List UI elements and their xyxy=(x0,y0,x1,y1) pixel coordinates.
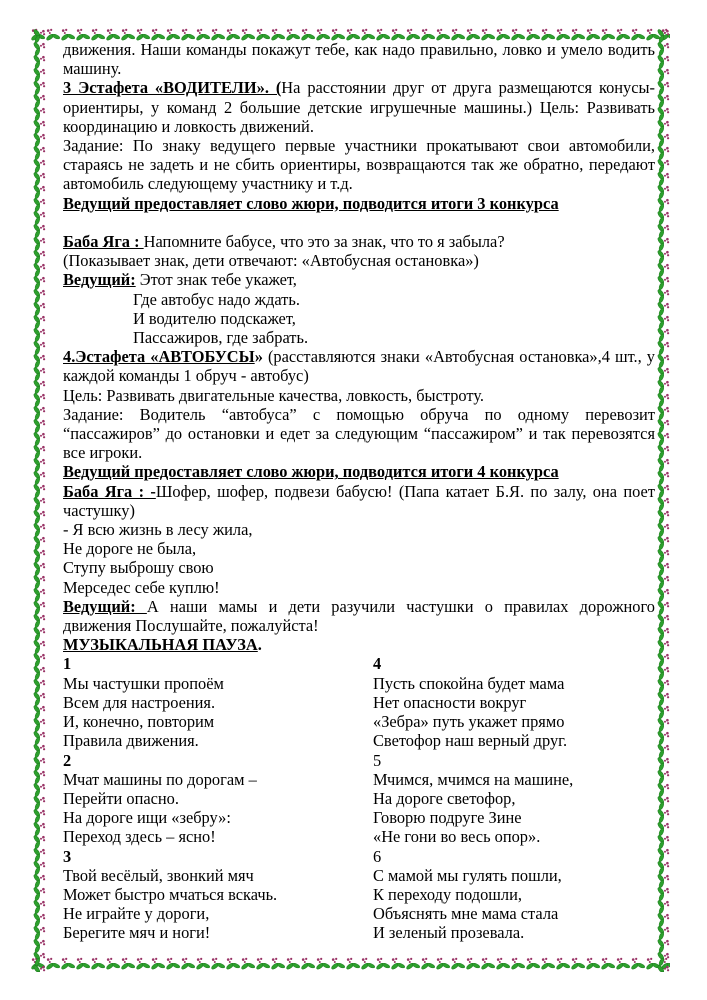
holly-sprig-icon xyxy=(31,366,46,379)
paragraph xyxy=(63,597,655,635)
verse-line: Мчимся, мчимся на машине, xyxy=(373,769,574,789)
holly-sprig-icon xyxy=(655,301,670,314)
holly-sprig-icon xyxy=(655,860,670,873)
holly-sprig-icon xyxy=(655,964,670,972)
verse-column-left xyxy=(63,654,373,942)
holly-sprig-icon xyxy=(555,957,570,971)
body-text: Напомните бабусе, что это за знак, что то я забыла? xyxy=(143,232,505,252)
holly-sprig-icon xyxy=(655,678,670,691)
bold-text: . xyxy=(257,635,262,655)
holly-sprig-icon xyxy=(655,782,670,795)
holly-sprig-icon xyxy=(655,600,670,613)
verse-line: Светофор наш верный друг. xyxy=(373,731,568,751)
holly-sprig-icon xyxy=(655,717,670,730)
holly-sprig-icon xyxy=(31,535,46,548)
body-text: движения. Наши команды покажут тебе, как надо правильно, ловко и умело водить машину. xyxy=(63,40,655,79)
body-text: Шофер, шофер, подвези бабусю! (Папа катает Б.Я. по залу, она поет частушку) xyxy=(63,481,655,520)
heading-line xyxy=(63,462,655,481)
paragraph xyxy=(63,328,655,347)
holly-sprig-icon xyxy=(655,756,670,769)
holly-sprig-icon xyxy=(655,496,670,509)
paragraph xyxy=(63,520,655,539)
holly-sprig-icon xyxy=(60,957,75,971)
holly-sprig-icon xyxy=(105,957,120,971)
holly-sprig-icon xyxy=(31,834,46,847)
holly-sprig-icon xyxy=(655,665,670,678)
holly-sprig-icon xyxy=(655,288,670,301)
verse-number: 3 xyxy=(63,846,72,866)
holly-sprig-icon xyxy=(31,938,46,951)
bold-underline-text: Ведущий предоставляет слово жюри, подводится итоги 4 конкурса xyxy=(63,462,559,482)
holly-sprig-icon xyxy=(31,587,46,600)
holly-sprig-icon xyxy=(525,957,540,971)
decorative-border-left xyxy=(31,28,46,972)
bold-underline-text: Баба Яга : xyxy=(63,232,144,252)
holly-sprig-icon xyxy=(31,145,46,158)
holly-sprig-icon xyxy=(31,548,46,561)
holly-sprig-icon xyxy=(285,957,300,971)
verse-line: Переход здесь – ясно! xyxy=(63,827,216,847)
holly-sprig-icon xyxy=(31,613,46,626)
holly-sprig-icon xyxy=(31,119,46,132)
paragraph xyxy=(63,347,655,385)
holly-sprig-icon xyxy=(31,574,46,587)
holly-sprig-icon xyxy=(31,132,46,145)
holly-sprig-icon xyxy=(31,678,46,691)
verse-line: Нет опасности вокруг xyxy=(373,692,527,712)
verse-line: К переходу подошли, xyxy=(373,884,522,904)
holly-sprig-icon xyxy=(31,249,46,262)
body-text: Пассажиров, где забрать. xyxy=(133,328,309,348)
holly-sprig-icon xyxy=(655,366,670,379)
holly-sprig-icon xyxy=(655,938,670,951)
bold-underline-text: Ведущий предоставляет слово жюри, подводится итоги 3 конкурса xyxy=(63,193,559,213)
holly-sprig-icon xyxy=(31,457,46,470)
paragraph-block xyxy=(63,40,655,654)
holly-sprig-icon xyxy=(31,41,46,54)
holly-sprig-icon xyxy=(90,957,105,971)
holly-sprig-icon xyxy=(135,957,150,971)
verse-line: Объяснять мне мама стала xyxy=(373,904,559,924)
verse-line: И зеленый прозевала. xyxy=(373,923,525,943)
holly-sprig-icon xyxy=(655,41,670,54)
bold-underline-text: Ведущий: xyxy=(63,270,136,290)
holly-sprig-icon xyxy=(465,957,480,971)
holly-sprig-icon xyxy=(655,808,670,821)
holly-sprig-icon xyxy=(655,704,670,717)
holly-sprig-icon xyxy=(655,847,670,860)
verse-number: 2 xyxy=(63,750,72,770)
holly-sprig-icon xyxy=(655,613,670,626)
holly-sprig-icon xyxy=(31,886,46,899)
holly-sprig-icon xyxy=(655,236,670,249)
holly-sprig-icon xyxy=(375,957,390,971)
holly-sprig-icon xyxy=(75,957,90,971)
holly-sprig-icon xyxy=(405,957,420,971)
verse-line: Правила движения. xyxy=(63,731,199,751)
holly-sprig-icon xyxy=(655,132,670,145)
heading-line xyxy=(63,194,655,213)
holly-sprig-icon xyxy=(31,951,46,964)
holly-sprig-icon xyxy=(31,561,46,574)
holly-sprig-icon xyxy=(31,184,46,197)
holly-sprig-icon xyxy=(31,626,46,639)
holly-sprig-icon xyxy=(31,665,46,678)
paragraph xyxy=(63,270,655,289)
verse-number: 5 xyxy=(373,750,382,770)
holly-sprig-icon xyxy=(585,957,600,971)
holly-sprig-icon xyxy=(270,957,285,971)
holly-sprig-icon xyxy=(31,158,46,171)
holly-sprig-icon xyxy=(180,957,195,971)
holly-sprig-icon xyxy=(655,886,670,899)
holly-sprig-icon xyxy=(165,957,180,971)
verse-line: На дороге светофор, xyxy=(373,788,516,808)
paragraph xyxy=(63,578,655,597)
holly-sprig-icon xyxy=(31,795,46,808)
holly-sprig-icon xyxy=(655,327,670,340)
holly-sprig-icon xyxy=(655,353,670,366)
body-text: И водителю подскажет, xyxy=(133,308,296,328)
paragraph xyxy=(63,40,655,78)
holly-sprig-icon xyxy=(31,769,46,782)
holly-sprig-icon xyxy=(655,873,670,886)
holly-sprig-icon xyxy=(31,379,46,392)
bold-underline-text: Ведущий: xyxy=(63,596,147,616)
paragraph xyxy=(63,309,655,328)
verse-columns xyxy=(63,654,655,942)
holly-sprig-icon xyxy=(31,912,46,925)
holly-sprig-icon xyxy=(655,639,670,652)
paragraph xyxy=(63,539,655,558)
holly-sprig-icon xyxy=(655,314,670,327)
verse-line: Перейти опасно. xyxy=(63,788,179,808)
holly-sprig-icon xyxy=(31,444,46,457)
holly-sprig-icon xyxy=(360,957,375,971)
holly-sprig-icon xyxy=(655,80,670,93)
holly-sprig-icon xyxy=(655,418,670,431)
holly-sprig-icon xyxy=(31,54,46,67)
holly-sprig-icon xyxy=(655,951,670,964)
body-text: Ступу выброшу свою xyxy=(63,558,214,578)
verse-line: Твой весёлый, звонкий мяч xyxy=(63,865,254,885)
holly-sprig-icon xyxy=(655,912,670,925)
holly-sprig-icon xyxy=(655,522,670,535)
holly-sprig-icon xyxy=(655,106,670,119)
holly-sprig-icon xyxy=(655,925,670,938)
holly-sprig-icon xyxy=(150,957,165,971)
holly-sprig-icon xyxy=(31,899,46,912)
holly-sprig-icon xyxy=(31,405,46,418)
holly-sprig-icon xyxy=(655,743,670,756)
holly-sprig-icon xyxy=(31,600,46,613)
holly-sprig-icon xyxy=(655,548,670,561)
holly-sprig-icon xyxy=(450,957,465,971)
holly-sprig-icon xyxy=(655,795,670,808)
holly-sprig-icon xyxy=(480,957,495,971)
paragraph xyxy=(63,386,655,405)
holly-sprig-icon xyxy=(630,957,645,971)
holly-sprig-icon xyxy=(31,821,46,834)
holly-sprig-icon xyxy=(31,67,46,80)
holly-sprig-icon xyxy=(655,457,670,470)
holly-sprig-icon xyxy=(255,957,270,971)
verse-line: Мы частушки пропоём xyxy=(63,673,224,693)
holly-sprig-icon xyxy=(31,847,46,860)
decorative-border-right xyxy=(655,28,670,972)
body-text: Этот знак тебе укажет, xyxy=(135,270,297,290)
verse-number: 1 xyxy=(63,654,72,674)
body-text: Задание: По знаку ведущего первые участники прокатывают свои автомобили, стараясь не задеть и не сбить ориентиры, возвращаются так же обратно, передают автомобиль следующему участнику и т.д. xyxy=(63,136,655,194)
body-text: На расстоянии друг от друга размещаются конусы-ориентиры, у команд 2 большие детские игрушечные машины.) Цель: Развивать координацию и ловкость движений. xyxy=(63,78,655,136)
bold-text: » xyxy=(254,347,263,367)
holly-sprig-icon xyxy=(655,392,670,405)
holly-sprig-icon xyxy=(31,873,46,886)
body-text: Задание: Водитель “автобуса” с помощью обруча по одному перевозит “пассажиров” до остановки и едет за следующим “пассажиром” и так перевозятся все игроки. xyxy=(63,404,655,463)
paragraph xyxy=(63,290,655,309)
body-text: Цель: Развивать двигательные качества, ловкость, быстроту. xyxy=(63,385,484,405)
holly-sprig-icon xyxy=(31,925,46,938)
holly-sprig-icon xyxy=(435,957,450,971)
holly-sprig-icon xyxy=(31,496,46,509)
holly-sprig-icon xyxy=(495,957,510,971)
holly-sprig-icon xyxy=(655,834,670,847)
holly-sprig-icon xyxy=(655,54,670,67)
verse-column-right xyxy=(373,654,655,942)
paragraph xyxy=(63,251,655,270)
holly-sprig-icon xyxy=(655,444,670,457)
holly-sprig-icon xyxy=(655,223,670,236)
holly-sprig-icon xyxy=(31,327,46,340)
holly-sprig-icon xyxy=(655,28,670,41)
holly-sprig-icon xyxy=(510,957,525,971)
holly-sprig-icon xyxy=(540,957,555,971)
bold-underline-text: Баба Яга : - xyxy=(63,481,156,501)
holly-sprig-icon xyxy=(31,197,46,210)
holly-sprig-icon xyxy=(655,730,670,743)
paragraph xyxy=(63,78,655,136)
verse-line: «Зебра» путь укажет прямо xyxy=(373,712,565,732)
holly-sprig-icon xyxy=(655,509,670,522)
holly-sprig-icon xyxy=(655,535,670,548)
verse-line: Мчат машины по дорогам – xyxy=(63,769,257,789)
document-content xyxy=(63,40,655,943)
bold-underline-text: 4.Эстафета «АВТОБУСЫ xyxy=(63,347,255,367)
holly-sprig-icon xyxy=(31,353,46,366)
holly-sprig-icon xyxy=(120,957,135,971)
holly-sprig-icon xyxy=(31,223,46,236)
holly-sprig-icon xyxy=(655,574,670,587)
holly-sprig-icon xyxy=(655,821,670,834)
holly-sprig-icon xyxy=(655,197,670,210)
holly-sprig-icon xyxy=(31,509,46,522)
holly-sprig-icon xyxy=(655,587,670,600)
holly-sprig-icon xyxy=(45,28,60,42)
holly-sprig-icon xyxy=(600,957,615,971)
holly-sprig-icon xyxy=(31,314,46,327)
holly-sprig-icon xyxy=(655,171,670,184)
holly-sprig-icon xyxy=(655,561,670,574)
holly-sprig-icon xyxy=(31,301,46,314)
holly-sprig-icon xyxy=(31,210,46,223)
holly-sprig-icon xyxy=(240,957,255,971)
body-text: Не дороге не была, xyxy=(63,539,197,559)
holly-sprig-icon xyxy=(655,158,670,171)
body-text: Где автобус надо ждать. xyxy=(133,289,300,309)
body-text: - Я всю жизнь в лесу жила, xyxy=(63,520,253,540)
verse-line: Пусть спокойна будет мама xyxy=(373,673,565,693)
holly-sprig-icon xyxy=(31,470,46,483)
holly-sprig-icon xyxy=(31,28,46,41)
holly-sprig-icon xyxy=(655,275,670,288)
holly-sprig-icon xyxy=(225,957,240,971)
body-text: (расставляются знаки «Автобусная остановка»,4 шт., у каждой команды 1 обруч - автобус) xyxy=(63,347,655,386)
heading-line xyxy=(63,635,655,654)
holly-sprig-icon xyxy=(655,145,670,158)
holly-sprig-icon xyxy=(655,67,670,80)
holly-sprig-icon xyxy=(615,957,630,971)
body-text: Мерседес себе куплю! xyxy=(63,577,220,597)
holly-sprig-icon xyxy=(330,957,345,971)
holly-sprig-icon xyxy=(31,860,46,873)
paragraph xyxy=(63,482,655,520)
holly-sprig-icon xyxy=(31,93,46,106)
verse-line: Может быстро мчаться вскачь. xyxy=(63,884,278,904)
holly-sprig-icon xyxy=(420,957,435,971)
holly-sprig-icon xyxy=(655,626,670,639)
holly-sprig-icon xyxy=(31,80,46,93)
holly-sprig-icon xyxy=(315,957,330,971)
holly-sprig-icon xyxy=(31,262,46,275)
holly-sprig-icon xyxy=(655,340,670,353)
holly-sprig-icon xyxy=(31,392,46,405)
holly-sprig-icon xyxy=(655,262,670,275)
holly-sprig-icon xyxy=(210,957,225,971)
verse-line: На дороге ищи «зебру»: xyxy=(63,808,231,828)
holly-sprig-icon xyxy=(31,743,46,756)
decorative-border-bottom xyxy=(30,957,670,972)
holly-sprig-icon xyxy=(31,782,46,795)
holly-sprig-icon xyxy=(655,119,670,132)
paragraph xyxy=(63,405,655,463)
holly-sprig-icon xyxy=(31,522,46,535)
verse-line: Говорю подруге Зине xyxy=(373,808,522,828)
holly-sprig-icon xyxy=(345,957,360,971)
holly-sprig-icon xyxy=(655,483,670,496)
holly-sprig-icon xyxy=(655,405,670,418)
holly-sprig-icon xyxy=(31,808,46,821)
holly-sprig-icon xyxy=(31,288,46,301)
verse-number: 4 xyxy=(373,654,382,674)
holly-sprig-icon xyxy=(390,957,405,971)
bold-underline-text: 3 Эстафета «ВОДИТЕЛИ». ( xyxy=(63,78,282,98)
holly-sprig-icon xyxy=(31,171,46,184)
holly-sprig-icon xyxy=(31,236,46,249)
verse-line: Не играйте у дороги, xyxy=(63,904,210,924)
holly-sprig-icon xyxy=(31,275,46,288)
verse-line: И, конечно, повторим xyxy=(63,712,215,732)
holly-sprig-icon xyxy=(655,899,670,912)
holly-sprig-icon xyxy=(31,652,46,665)
holly-sprig-icon xyxy=(31,418,46,431)
holly-sprig-icon xyxy=(31,639,46,652)
body-text: (Показывает знак, дети отвечают: «Автобусная остановка») xyxy=(63,251,479,271)
paragraph xyxy=(63,232,655,251)
holly-sprig-icon xyxy=(31,340,46,353)
holly-sprig-icon xyxy=(31,717,46,730)
holly-sprig-icon xyxy=(655,691,670,704)
holly-sprig-icon xyxy=(655,249,670,262)
holly-sprig-icon xyxy=(45,957,60,971)
blank-line xyxy=(63,213,655,232)
verse-number: 6 xyxy=(373,846,382,866)
paragraph xyxy=(63,136,655,194)
holly-sprig-icon xyxy=(300,957,315,971)
body-text: А наши мамы и дети разучили частушки о правилах дорожного движения Послушайте, пожалуйста! xyxy=(63,596,655,636)
holly-sprig-icon xyxy=(570,957,585,971)
holly-sprig-icon xyxy=(31,704,46,717)
bold-underline-text: МУЗЫКАЛЬНАЯ ПАУЗА xyxy=(63,635,258,655)
verse-line: С мамой мы гулять пошли, xyxy=(373,865,562,885)
verse-line: Берегите мяч и ноги! xyxy=(63,923,211,943)
holly-sprig-icon xyxy=(31,964,46,972)
holly-sprig-icon xyxy=(655,769,670,782)
holly-sprig-icon xyxy=(31,756,46,769)
verse-line: «Не гони во весь опор». xyxy=(373,827,541,847)
verse-line: Всем для настроения. xyxy=(63,692,216,712)
holly-sprig-icon xyxy=(655,210,670,223)
holly-sprig-icon xyxy=(31,431,46,444)
holly-sprig-icon xyxy=(655,379,670,392)
holly-sprig-icon xyxy=(655,431,670,444)
holly-sprig-icon xyxy=(655,652,670,665)
holly-sprig-icon xyxy=(31,106,46,119)
holly-sprig-icon xyxy=(31,483,46,496)
paragraph xyxy=(63,558,655,577)
holly-sprig-icon xyxy=(655,93,670,106)
holly-sprig-icon xyxy=(655,470,670,483)
holly-sprig-icon xyxy=(31,691,46,704)
holly-sprig-icon xyxy=(195,957,210,971)
holly-sprig-icon xyxy=(31,730,46,743)
holly-sprig-icon xyxy=(655,184,670,197)
